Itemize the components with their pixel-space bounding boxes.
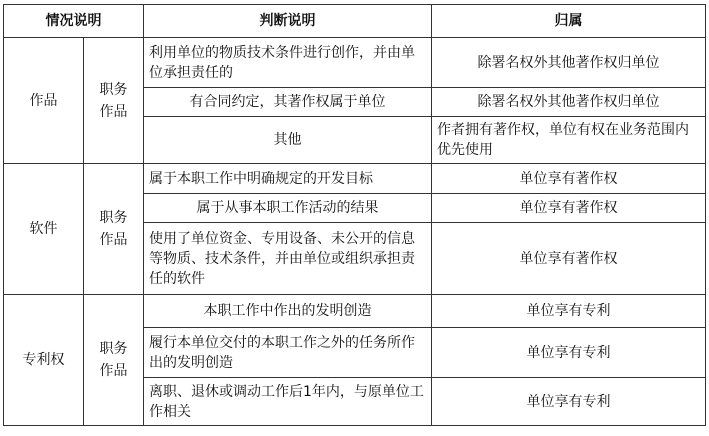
ownership-cell: 单位享有著作权 bbox=[432, 194, 706, 223]
subcategory-line: 职务 bbox=[99, 341, 128, 357]
header-ownership: 归属 bbox=[432, 5, 706, 38]
category-work: 作品 bbox=[4, 38, 84, 164]
category-patent: 专利权 bbox=[4, 295, 84, 426]
condition-cell: 离职、退休或调动工作后1年内，与原单位工作相关 bbox=[144, 378, 432, 426]
ownership-cell: 单位享有专利 bbox=[432, 378, 706, 426]
condition-cell: 履行本单位交付的本职工作之外的任务所作出的发明创造 bbox=[144, 328, 432, 378]
ownership-cell: 单位享有著作权 bbox=[432, 223, 706, 295]
ownership-cell: 除署名权外其他著作权归单位 bbox=[432, 38, 706, 88]
subcategory-line: 作品 bbox=[99, 103, 128, 120]
ownership-cell: 单位享有专利 bbox=[432, 295, 706, 328]
condition-cell: 有合同约定，其著作权属于单位 bbox=[144, 88, 432, 117]
table-row bbox=[4, 164, 706, 194]
header-situation: 情况说明 bbox=[4, 5, 144, 38]
condition-cell: 本职工作中作出的发明创造 bbox=[144, 295, 432, 328]
subcategory-patent bbox=[84, 295, 144, 426]
header-judgment: 判断说明 bbox=[144, 5, 432, 38]
ownership-cell: 单位享有著作权 bbox=[432, 164, 706, 194]
condition-cell: 其他 bbox=[144, 117, 432, 164]
subcategory-line: 作品 bbox=[99, 232, 128, 248]
subcategory-work bbox=[84, 38, 144, 164]
table-row bbox=[4, 295, 706, 328]
condition-cell: 使用了单位资金、专用设备、未公开的信息等物质、技术条件，并由单位或组织承担责任的软件 bbox=[144, 223, 432, 295]
subcategory-software bbox=[84, 164, 144, 295]
table-row bbox=[4, 38, 706, 88]
subcategory-line: 职务 bbox=[99, 81, 128, 98]
ownership-cell: 作者拥有著作权，单位有权在业务范围内优先使用 bbox=[432, 117, 706, 164]
condition-cell: 属于从事本职工作活动的结果 bbox=[144, 194, 432, 223]
ownership-cell: 除署名权外其他著作权归单位 bbox=[432, 88, 706, 117]
ownership-cell: 单位享有专利 bbox=[432, 328, 706, 378]
category-software: 软件 bbox=[4, 164, 84, 295]
ip-ownership-table bbox=[3, 4, 706, 426]
header-row bbox=[4, 5, 706, 38]
condition-cell: 属于本职工作中明确规定的开发目标 bbox=[144, 164, 432, 194]
subcategory-line: 作品 bbox=[99, 363, 128, 379]
subcategory-line: 职务 bbox=[99, 210, 128, 226]
condition-cell: 利用单位的物质技术条件进行创作，并由单位承担责任的 bbox=[144, 38, 432, 88]
